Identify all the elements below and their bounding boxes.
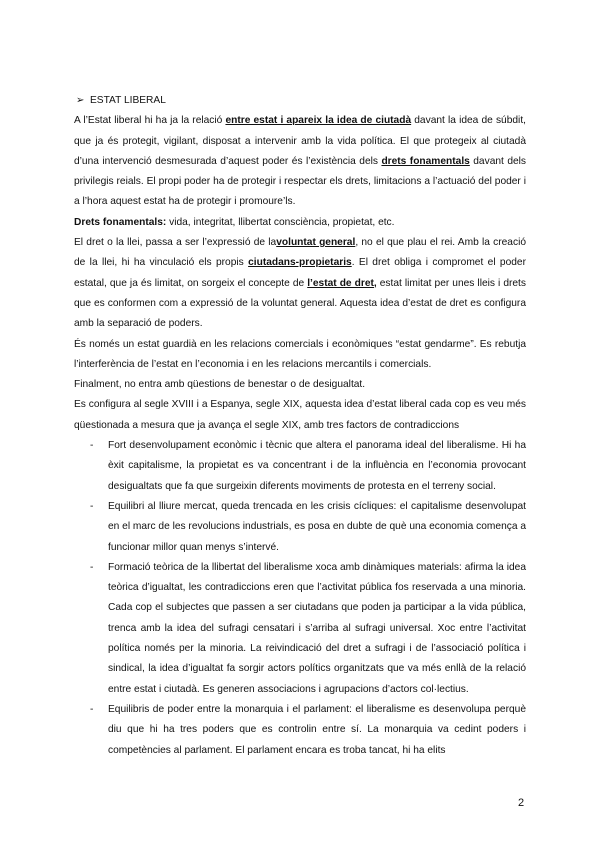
list-item-text: Fort desenvolupament econòmic i tècnic que altera el panorama ideal del liberalisme. Hi ha èxit capitalisme, la propietat es va concentrant i de la influència en l’economia provocant desigualtats que fa que surgeixin diferents moviments de protesta en el terreny social. bbox=[108, 440, 526, 492]
text-run: davant la idea de súbdit, que ja és protegit, vigilant, disposat a intervenir amb la vida política. El que protegeix al ciutadà d’una intervenció desmesurada d’aquest poder és l’existència dels bbox=[74, 115, 526, 167]
list-item-text: Equilibris de poder entre la monarquia i el parlament: el liberalisme es desenvolupa perquè diu que hi ha tres poders que es controlin entre sí. La monarquia va cedint poders i competències al parlament. El parlament encara es troba tancat, hi ha elits bbox=[108, 703, 526, 756]
paragraph-drets-fonamentals bbox=[74, 213, 526, 233]
document-body bbox=[74, 91, 526, 761]
underlined-term: ciutadans-propietaris bbox=[248, 257, 352, 269]
text-run: A l’Estat liberal hi ha ja la relació bbox=[74, 115, 226, 127]
list-item bbox=[74, 497, 526, 558]
text-run: El dret o la llei, passa a ser l’expressió de la bbox=[74, 237, 277, 249]
dash-bullet-icon: - bbox=[90, 440, 94, 452]
paragraph-estat-gendarme: És només un estat guardià en les relacions comercials i econòmiques “estat gendarme”. Es rebutja l’interferència de l’estat en l’economia i en les relacions mercantils i comercials. bbox=[74, 338, 526, 370]
paragraph-benestar: Finalment, no entra amb qüestions de benestar o de desigualtat. bbox=[74, 379, 366, 391]
bold-label: Drets fonamentals: bbox=[74, 216, 167, 228]
list-item bbox=[74, 436, 526, 497]
list-item-text: Formació teòrica de la llibertat del liberalisme xoca amb dinàmiques materials: afirma la idea teòrica d’igualtat, les contradiccions eren que l’activitat pública fos reservada a una minoria. Cada cop el subjectes que passen a ser ciutadans que poden ja participar a la vida pública, trenca amb la idea del sufragi censatari i s’arriba al sufragi universal. Xoc entre l’activitat política només per la minoria. La reivindicació del dret a sufragi i de l’associació política i sindical, la idea d’igualtat fa sorgir actors polítics organitzats que va més enllà de la relació entre estat i ciutadà. Es generen associacions i agrupacions d’actors col·lectius. bbox=[108, 561, 526, 695]
paragraph-segle-xviii: Es configura al segle XVIII i a Espanya, segle XIX, aquesta idea d’estat liberal cada cop es veu més qüestionada a mesura que ja avança el segle XIX, amb tres factors de contradiccions bbox=[74, 399, 526, 431]
paragraph-dret-llei bbox=[74, 233, 526, 334]
text-run: davant dels privilegis reials. El propi poder ha de protegir i respectar els drets, limitacions a l’actuació del poder i a l’hora aquest estat ha de protegir i promoure’ls. bbox=[74, 155, 527, 208]
dash-bullet-icon: - bbox=[90, 703, 94, 715]
dash-bullet-icon: - bbox=[90, 500, 94, 512]
underlined-term: l’estat de dret, bbox=[307, 277, 377, 289]
underlined-term: drets fonamentals bbox=[381, 155, 470, 167]
text-run: . El dret obliga i compromet el poder estatal, que ja és limitat, on sorgeix el concepte de bbox=[74, 257, 526, 289]
text-run: estat limitat per unes lleis i drets que es conformen com a expressió de la voluntat general. Aquesta idea d’estat de dret es configura amb la separació de poders. bbox=[74, 277, 526, 330]
page-number: 2 bbox=[518, 797, 525, 809]
text-run: vida, integritat, llibertat consciència, propietat, etc. bbox=[166, 216, 395, 228]
list-item bbox=[74, 558, 526, 700]
dash-bullet-icon: - bbox=[90, 561, 94, 573]
list-item bbox=[74, 700, 526, 761]
arrow-bullet-icon: ➢ bbox=[76, 95, 85, 106]
paragraph-estat-liberal bbox=[74, 111, 526, 212]
underlined-term: voluntat general bbox=[276, 237, 356, 249]
contradictions-list bbox=[74, 436, 526, 761]
list-item-text: Equilibri al lliure mercat, queda trencada en les crisis cícliques: el capitalisme desenvolupat en el marc de les revolucions industrials, es posa en dubte de què una economia comença a funcionar millor quan menys s’intervé. bbox=[108, 500, 526, 553]
section-heading-text: ESTAT LIBERAL bbox=[90, 95, 166, 106]
text-run: , no el que plau el rei. Amb la creació de la llei, hi ha vinculació els propis bbox=[74, 237, 526, 269]
section-heading bbox=[74, 91, 526, 111]
underlined-term: entre estat i apareix la idea de ciutadà bbox=[225, 115, 412, 127]
